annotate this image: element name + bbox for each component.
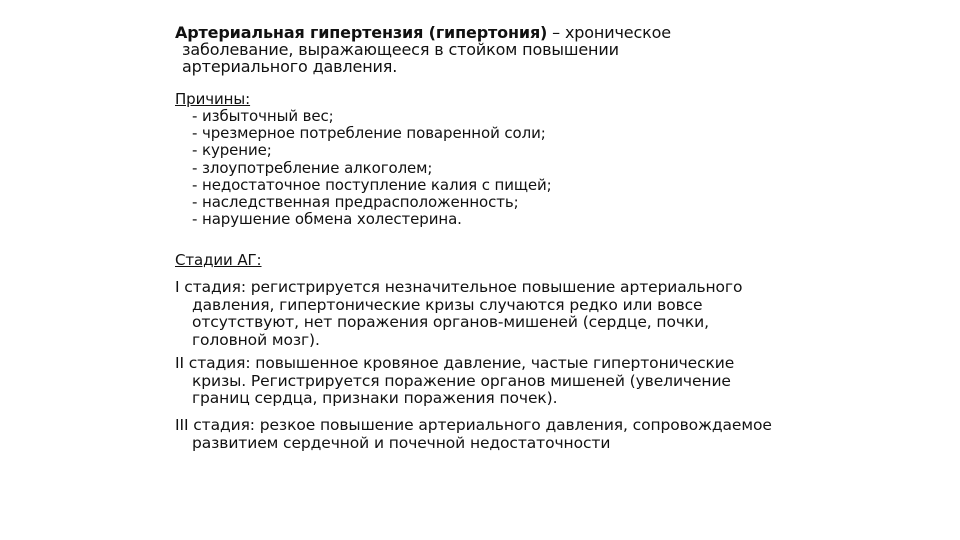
- stage-1-paragraph: [175, 279, 742, 349]
- stage-line: I стадия: регистрируется незначительное повышение артериального: [175, 278, 743, 296]
- causes-heading: Причины:: [175, 90, 251, 108]
- list-item: - чрезмерное потребление поваренной соли;: [192, 124, 546, 143]
- list-item: - избыточный вес;: [192, 107, 334, 125]
- list-item: - нарушение обмена холестерина.: [192, 210, 462, 229]
- definition-term: Артериальная гипертензия (гипертония): [175, 23, 548, 42]
- list-item: - злоупотребление алкоголем;: [192, 158, 433, 177]
- list-item: - недостаточное поступление калия с пищей;: [192, 175, 552, 194]
- stage-line: развитием сердечной и почечной недостаточности: [192, 433, 611, 452]
- definition-paragraph: [175, 24, 671, 75]
- list-item: - курение;: [192, 141, 272, 160]
- definition-dash: – хроническое: [547, 23, 671, 42]
- stage-line: давления, гипертонические кризы случаются редко или вовсе: [192, 295, 703, 314]
- causes-list: [175, 108, 552, 228]
- definition-line: заболевание, выражающееся в стойком повышении: [182, 40, 619, 59]
- stage-line: II стадия: повышенное кровяное давление, частые гипертонические: [175, 354, 735, 372]
- stage-line: границ сердца, признаки поражения почек).: [192, 389, 558, 407]
- stage-line: III стадия: резкое повышение артериального давления, сопровождаемое: [175, 416, 772, 434]
- stage-line: отсутствуют, нет поражения органов-мишеней (сердце, почки,: [192, 313, 709, 331]
- stage-line: кризы. Регистрируется поражение органов мишеней (увеличение: [192, 371, 731, 390]
- stage-line: головной мозг).: [192, 330, 320, 349]
- stage-3-paragraph: [175, 417, 772, 452]
- definition-line: артериального давления.: [182, 57, 398, 76]
- stage-2-paragraph: [175, 355, 734, 408]
- list-item: - наследственная предрасположенность;: [192, 193, 519, 212]
- stages-heading: Стадии АГ:: [175, 251, 262, 269]
